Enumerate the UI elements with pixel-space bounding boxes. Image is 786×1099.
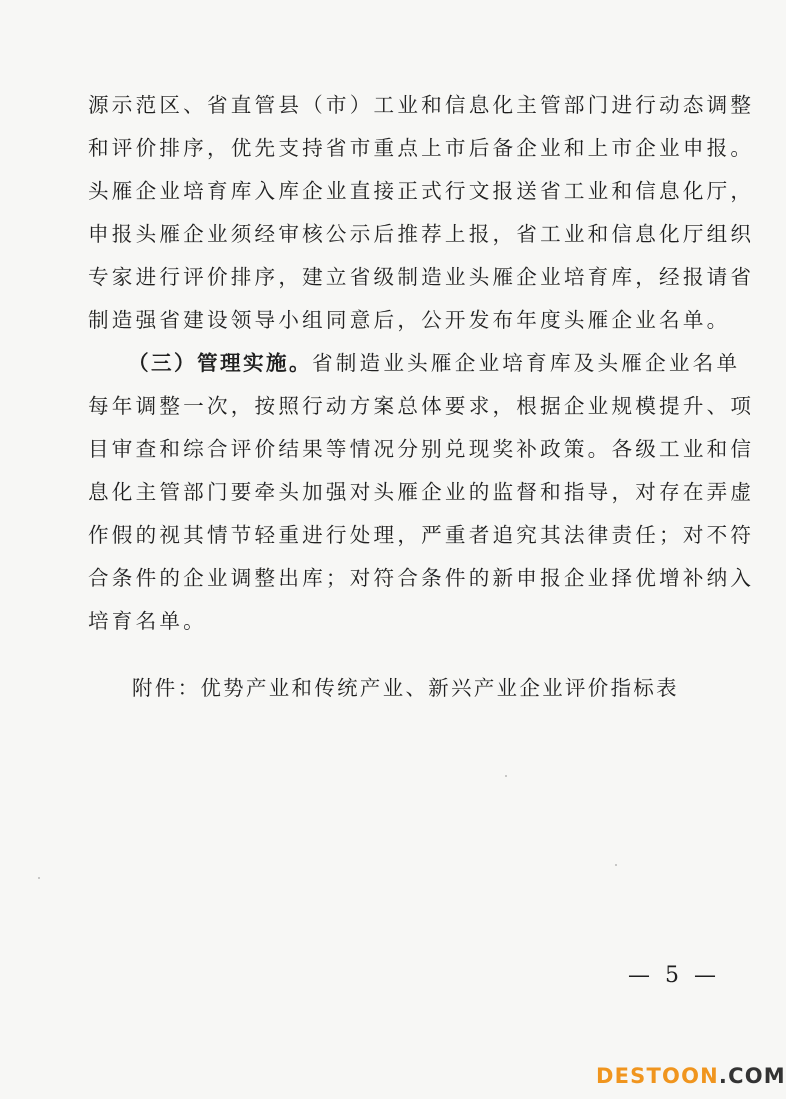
section-3-line-5: 作假的视其情节轻重进行处理，严重者追究其法律责任；对不符 xyxy=(88,523,755,547)
paragraph-1-line-4: 申报头雁企业须经审核公示后推荐上报，省工业和信息化厅组织 xyxy=(88,222,755,246)
section-3-first-line xyxy=(128,350,741,377)
section-3-line-3: 目审查和综合评价结果等情况分别兑现奖补政策。各级工业和信 xyxy=(88,437,755,461)
section-3-heading: （三）管理实施。 xyxy=(128,351,312,375)
page-number: — 5 — xyxy=(628,963,720,988)
paragraph-1-line-5: 专家进行评价排序，建立省级制造业头雁企业培育库，经报请省 xyxy=(88,265,755,289)
paragraph-1-line-3: 头雁企业培育库入库企业直接正式行文报送省工业和信息化厅， xyxy=(88,179,755,203)
section-3-line-4: 息化主管部门要牵头加强对头雁企业的监督和指导，对存在弄虚 xyxy=(88,480,755,504)
paragraph-1-line-1: 源示范区、省直管县（市）工业和信息化主管部门进行动态调整 xyxy=(88,93,755,117)
watermark-domain: .COM xyxy=(718,1064,786,1088)
attachment-line: 附件：优势产业和传统产业、新兴产业企业评价指标表 xyxy=(132,676,679,700)
paragraph-1-line-6: 制造强省建设领导小组同意后，公开发布年度头雁企业名单。 xyxy=(88,308,731,332)
watermark-main: DESTOON xyxy=(596,1064,719,1088)
section-3-line-6: 合条件的企业调整出库；对符合条件的新申报企业择优增补纳入 xyxy=(88,566,755,590)
destoon-watermark xyxy=(596,1064,786,1088)
section-3-line-7: 培育名单。 xyxy=(88,609,207,633)
section-3-first-line-text: 省制造业头雁企业培育库及头雁企业名单 xyxy=(311,351,741,375)
scan-speck xyxy=(615,864,617,866)
paragraph-1-line-2: 和评价排序，优先支持省市重点上市后备企业和上市企业申报。 xyxy=(88,136,755,160)
scan-speck xyxy=(38,877,40,879)
scan-speck xyxy=(505,775,507,777)
section-3-line-2: 每年调整一次，按照行动方案总体要求，根据企业规模提升、项 xyxy=(88,394,755,418)
